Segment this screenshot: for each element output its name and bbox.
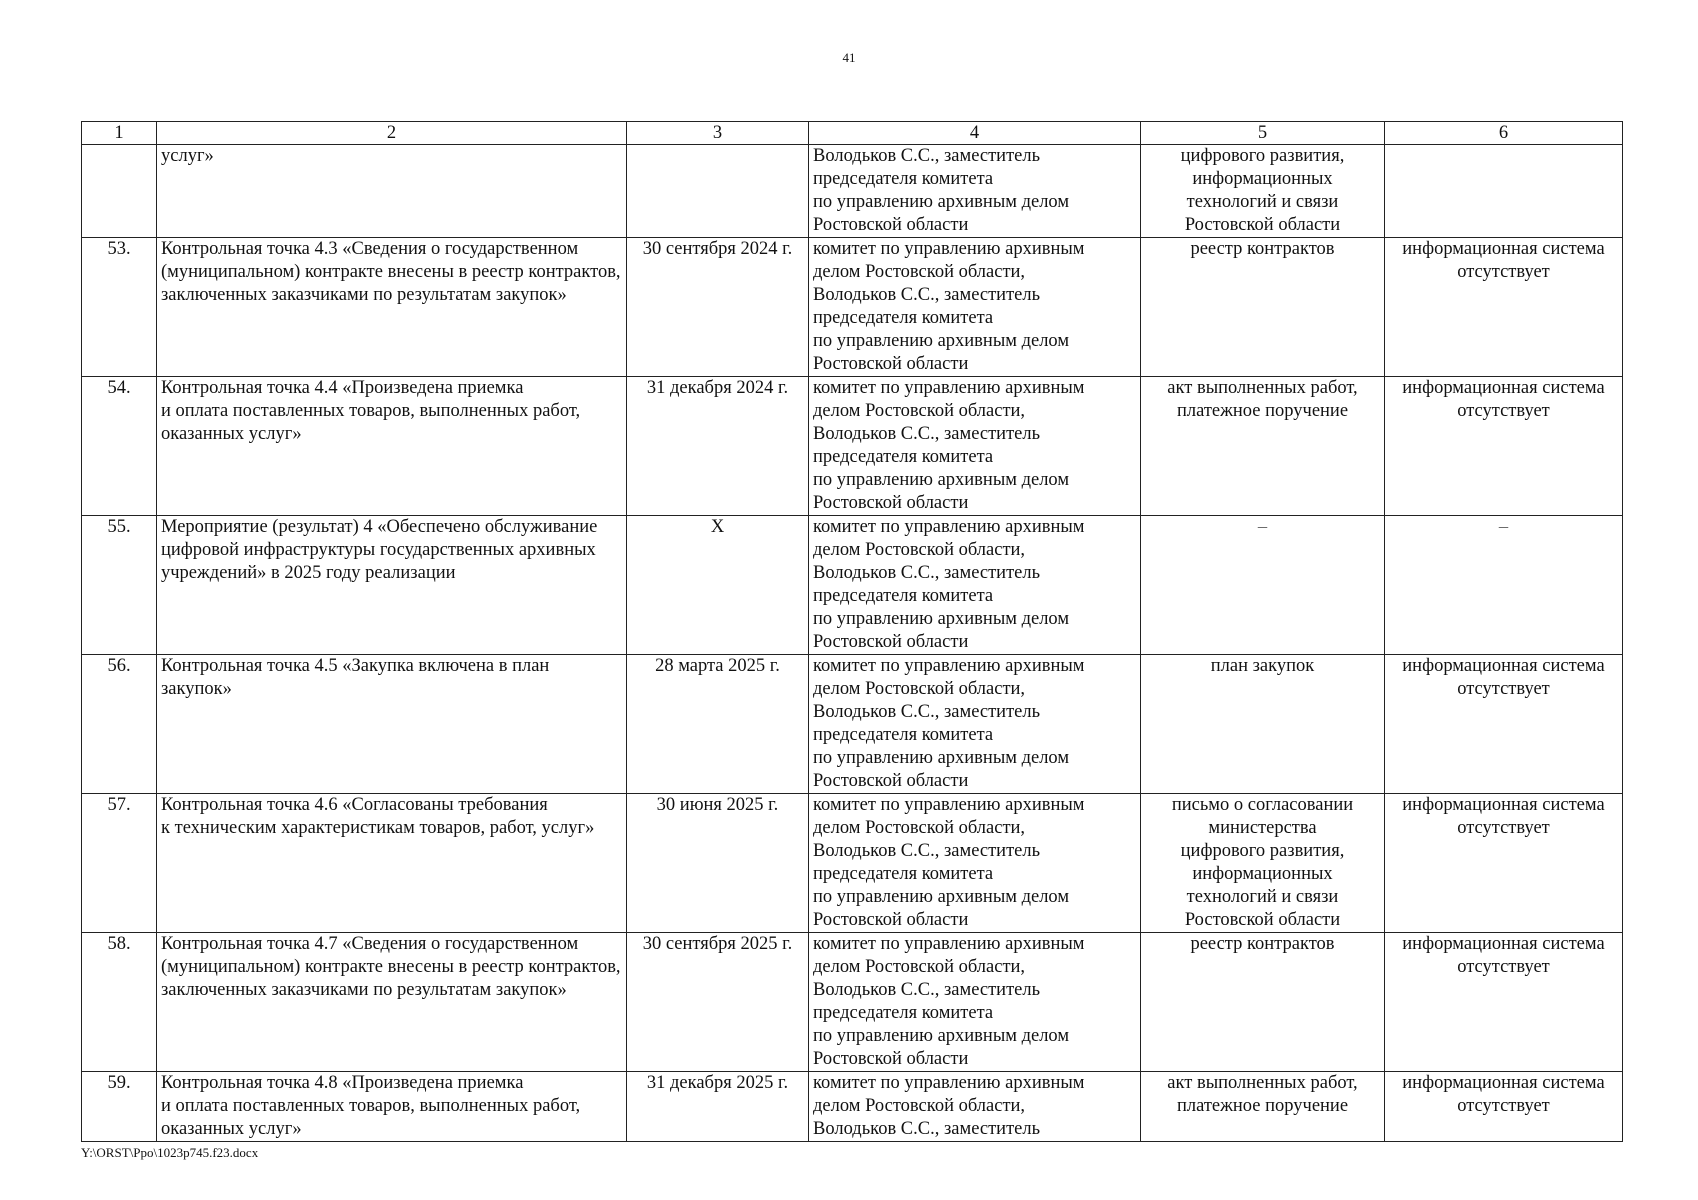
event-name: Контрольная точка 4.4 «Произведена приемка и оплата поставленных товаров, выполненных работ, оказанных услуг»	[157, 377, 627, 516]
confirming-document: цифрового развития, информационных технологий и связи Ростовской области	[1141, 145, 1385, 238]
information-system: информационная система отсутствует	[1385, 933, 1623, 1072]
row-number: 54.	[82, 377, 157, 516]
confirming-document: план закупок	[1141, 655, 1385, 794]
confirming-document: реестр контрактов	[1141, 238, 1385, 377]
information-system: информационная система отсутствует	[1385, 238, 1623, 377]
deadline-date: 30 июня 2025 г.	[627, 794, 809, 933]
deadline-date: 28 марта 2025 г.	[627, 655, 809, 794]
responsible-executor: комитет по управлению архивным делом Ростовской области, Володьков С.С., заместитель председателя комитета по управлению архивным делом Ростовской области	[809, 933, 1141, 1072]
information-system: информационная система отсутствует	[1385, 1072, 1623, 1142]
event-name: услуг»	[157, 145, 627, 238]
table-row	[82, 794, 1623, 933]
table-row	[82, 1072, 1623, 1142]
deadline-date	[627, 145, 809, 238]
event-name: Контрольная точка 4.6 «Согласованы требования к техническим характеристикам товаров, работ, услуг»	[157, 794, 627, 933]
information-system: информационная система отсутствует	[1385, 377, 1623, 516]
responsible-executor: комитет по управлению архивным делом Ростовской области, Володьков С.С., заместитель председателя комитета по управлению архивным делом Ростовской области	[809, 377, 1141, 516]
row-number: 57.	[82, 794, 157, 933]
table-row	[82, 238, 1623, 377]
event-name: Контрольная точка 4.7 «Сведения о государственном (муниципальном) контракте внесены в реестр контрактов, заключенных заказчиками по результатам закупок»	[157, 933, 627, 1072]
confirming-document: –	[1141, 516, 1385, 655]
responsible-executor: комитет по управлению архивным делом Ростовской области, Володьков С.С., заместитель	[809, 1072, 1141, 1142]
row-number: 55.	[82, 516, 157, 655]
confirming-document: акт выполненных работ, платежное поручение	[1141, 377, 1385, 516]
responsible-executor: комитет по управлению архивным делом Ростовской области, Володьков С.С., заместитель председателя комитета по управлению архивным делом Ростовской области	[809, 238, 1141, 377]
row-number: 53.	[82, 238, 157, 377]
responsible-executor: комитет по управлению архивным делом Ростовской области, Володьков С.С., заместитель председателя комитета по управлению архивным делом Ростовской области	[809, 794, 1141, 933]
header-col-1: 1	[82, 122, 157, 145]
deadline-date: 31 декабря 2024 г.	[627, 377, 809, 516]
deadline-date: 30 сентября 2025 г.	[627, 933, 809, 1072]
event-name: Контрольная точка 4.5 «Закупка включена в план закупок»	[157, 655, 627, 794]
table-row	[82, 655, 1623, 794]
table-row	[82, 933, 1623, 1072]
deadline-date: 30 сентября 2024 г.	[627, 238, 809, 377]
row-number: 58.	[82, 933, 157, 1072]
confirming-document: реестр контрактов	[1141, 933, 1385, 1072]
event-name: Контрольная точка 4.3 «Сведения о государственном (муниципальном) контракте внесены в реестр контрактов, заключенных заказчиками по результатам закупок»	[157, 238, 627, 377]
responsible-executor: комитет по управлению архивным делом Ростовской области, Володьков С.С., заместитель председателя комитета по управлению архивным делом Ростовской области	[809, 516, 1141, 655]
table-row	[82, 145, 1623, 238]
header-col-6: 6	[1385, 122, 1623, 145]
table-header-row	[82, 122, 1623, 145]
plan-table	[81, 121, 1623, 1142]
information-system: информационная система отсутствует	[1385, 794, 1623, 933]
header-col-2: 2	[157, 122, 627, 145]
responsible-executor: комитет по управлению архивным делом Ростовской области, Володьков С.С., заместитель председателя комитета по управлению архивным делом Ростовской области	[809, 655, 1141, 794]
header-col-5: 5	[1141, 122, 1385, 145]
responsible-executor: Володьков С.С., заместитель председателя комитета по управлению архивным делом Ростовской области	[809, 145, 1141, 238]
file-path-footer: Y:\ORST\Ppo\1023p745.f23.docx	[81, 1145, 259, 1160]
information-system: –	[1385, 516, 1623, 655]
table-row	[82, 516, 1623, 655]
event-name: Мероприятие (результат) 4 «Обеспечено обслуживание цифровой инфраструктуры государственных архивных учреждений» в 2025 году реализации	[157, 516, 627, 655]
header-col-4: 4	[809, 122, 1141, 145]
event-name: Контрольная точка 4.8 «Произведена приемка и оплата поставленных товаров, выполненных работ, оказанных услуг»	[157, 1072, 627, 1142]
table-row	[82, 377, 1623, 516]
row-number: 59.	[82, 1072, 157, 1142]
confirming-document: акт выполненных работ, платежное поручение	[1141, 1072, 1385, 1142]
row-number	[82, 145, 157, 238]
deadline-date: 31 декабря 2025 г.	[627, 1072, 809, 1142]
information-system: информационная система отсутствует	[1385, 655, 1623, 794]
page-number: 41	[842, 50, 856, 65]
confirming-document: письмо о согласовании министерства цифрового развития, информационных технологий и связи Ростовской области	[1141, 794, 1385, 933]
deadline-date: X	[627, 516, 809, 655]
header-col-3: 3	[627, 122, 809, 145]
information-system	[1385, 145, 1623, 238]
row-number: 56.	[82, 655, 157, 794]
